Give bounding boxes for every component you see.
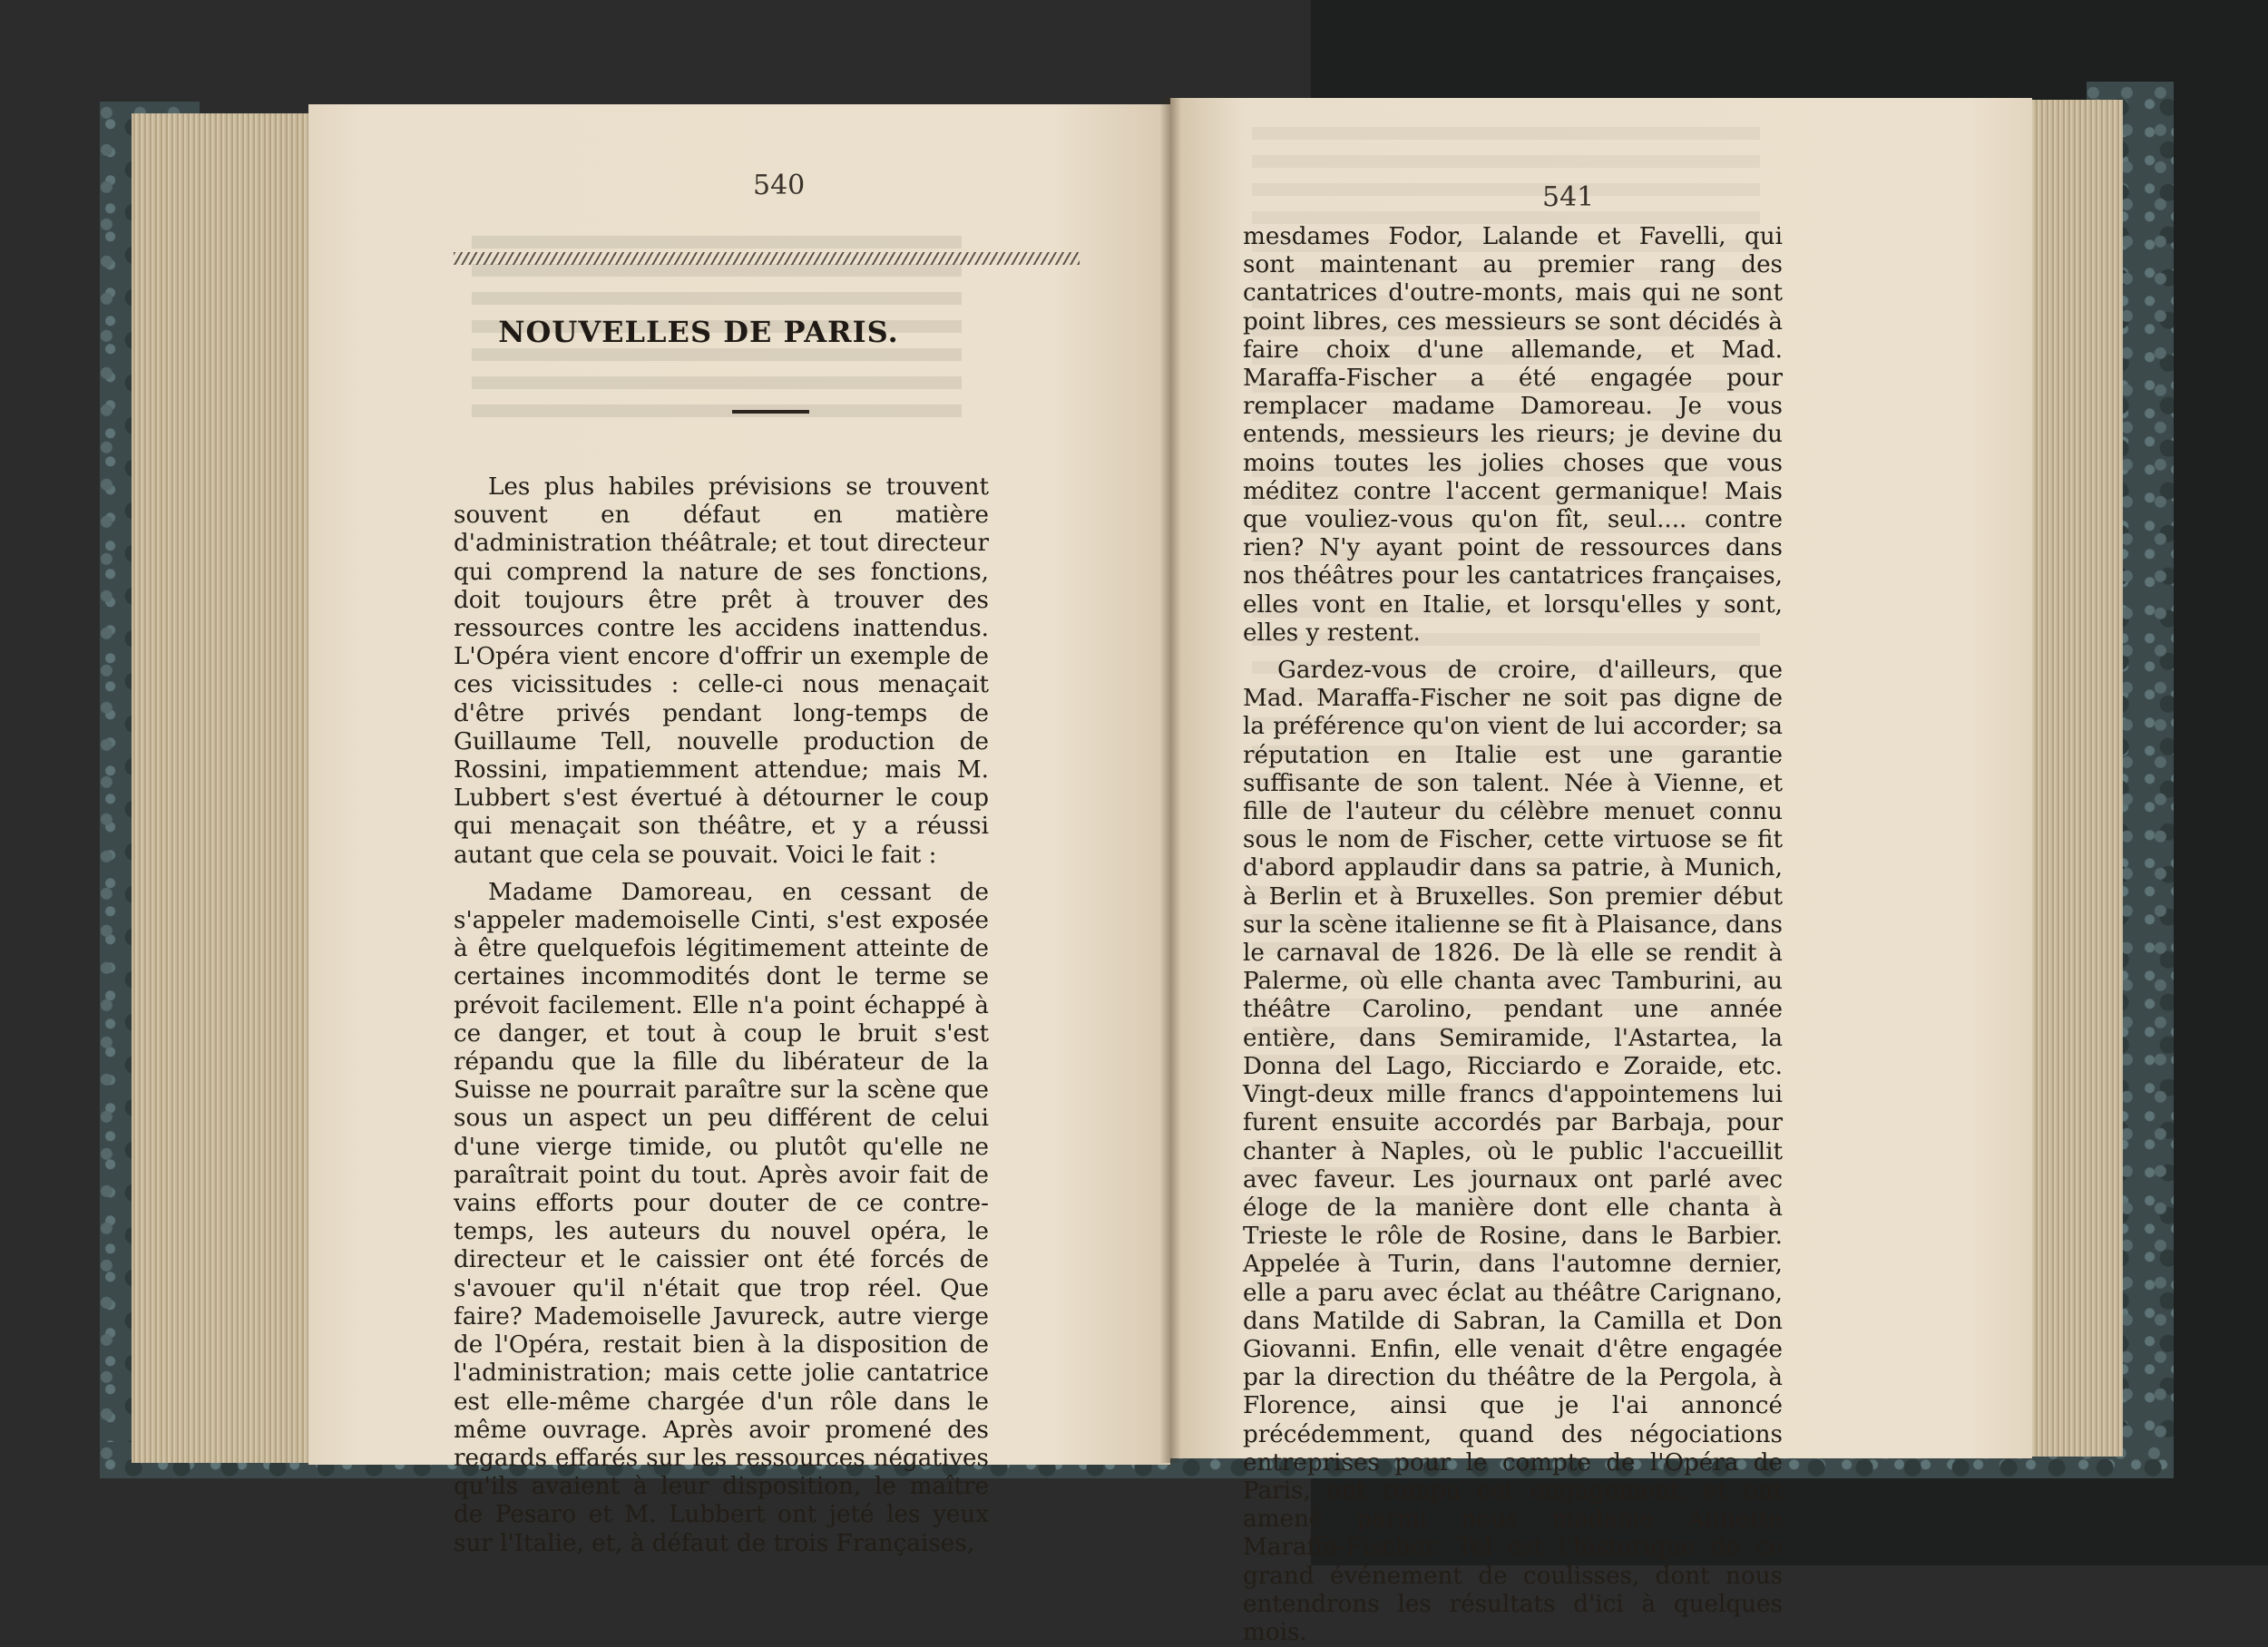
paragraph: mesdames Fodor, Lalande et Favelli, qui sont maintenant au premier rang des cantatrices d'outre-monts, mais qui ne sont point libres, ces messieurs se sont décidés à faire choix d'une allemande, et Mad. Maraffa-Fischer a été engagée pour remplacer madame Damoreau. Je vous entends, messieurs les rieurs; je devine du moins toutes les jolies choses que vous méditez contre l'accent germanique! Mais que vouliez-vous qu'on fît, seul.... contre rien? N'y ayant point de ressources dans nos théâtres pour les cantatrices françaises, elles vont en Italie, et lorsqu'elles y sont, elles y restent. — [1243, 223, 1783, 647]
right-column-text — [1243, 223, 1783, 1647]
page-title: NOUVELLES DE PARIS. — [498, 315, 899, 349]
book-gutter — [1159, 98, 1181, 1463]
page-number-left: 540 — [753, 170, 806, 201]
paragraph: Madame Damoreau, en cessant de s'appeler mademoiselle Cinti, s'est exposée à être quelquefois légitimement atteinte de certaines incommodités dont le terme se prévoit facilement. Elle n'a point échappé à ce danger, et tout à coup le bruit s'est répandu que la fille du libérateur de la Suisse ne pourrait paraître sur la scène que sous un aspect un peu différent de celui d'une vierge timide, ou plutôt qu'elle ne paraîtrait point du tout. Après avoir fait de vains efforts pour douter de ce contre-temps, les auteurs du nouvel opéra, le directeur et le caissier ont été forcés de s'avouer qu'il n'était que trop réel. Que faire? Mademoiselle Javureck, autre vierge de l'Opéra, restait bien à la disposition de l'administration; mais cette jolie cantatrice est elle-même chargée d'un rôle dans le même ouvrage. Après avoir promené des regards effarés sur les ressources négatives qu'ils avaient à leur disposition, le maître de Pesaro et M. Lubbert ont jeté les yeux sur l'Italie, et, à défaut de trois Françaises, — [454, 878, 989, 1557]
paragraph: Gardez-vous de croire, d'ailleurs, que Mad. Maraffa-Fischer ne soit pas digne de la préférence qu'on vient de lui accorder; sa réputation en Italie est une garantie suffisante de son talent. Née à Vienne, et fille de l'auteur du célèbre menuet connu sous le nom de Fischer, cette virtuose se fit d'abord applaudir dans sa patrie, à Munich, à Berlin et à Bruxelles. Son premier début sur la scène italienne se fit à Plaisance, dans le carnaval de 1826. De là elle se rendit à Palerme, où elle chanta avec Tamburini, au théâtre Carolino, pendant une année entière, dans Semiramide, l'Astartea, la Donna del Lago, Ricciardo e Zoraide, etc. Vingt-deux mille francs d'appointemens lui furent ensuite accordés par Barbaja, pour chanter à Naples, où le public l'accueillit avec faveur. Les journaux ont parlé avec éloge de la manière dont elle chanta à Trieste le rôle de Rosine, dans le Barbier. Appelée à Turin, dans l'automne dernier, elle a paru avec éclat au théâtre Carignano, dans Matilde di Sabran, la Camilla et Don Giovanni. Enfin, elle venait d'être engagée par la direction du théâtre de la Pergola, à Florence, ainsi que je l'ai annoncé précédemment, quand des négociations entreprises pour le compte de l'Opéra de Paris, ont rompu cet engagement, et ont amené parmi nous madame Annette Maraffa-Fischer. Tel est l'historique de ce grand événement de coulisses, dont nous entendrons les résultats d'ici à quelques mois. — [1243, 657, 1783, 1646]
page-number-right: 541 — [1542, 181, 1595, 213]
left-page — [308, 104, 1170, 1557]
page-edges-left — [132, 113, 313, 1463]
left-column-text — [454, 473, 989, 1558]
paragraph: Les plus habiles prévisions se trouvent souvent en défaut en matière d'administration théâtrale; et tout directeur qui comprend la nature de ses fonctions, doit toujours être prêt à trouver des ressources contre les accidens inattendus. L'Opéra vient encore d'offrir un exemple de ces vicissitudes : celle-ci nous menaçait d'être privés pendant long-temps de Guillaume Tell, nouvelle production de Rossini, impatiemment attendue; mais M. Lubbert s'est évertué à détourner le coup qui menaçait son théâtre, et y a réussi autant que cela se pouvait. Voici le fait : — [454, 473, 989, 869]
title-rule — [732, 410, 809, 414]
page-edges-right — [2023, 100, 2123, 1457]
header-ornament-rule — [454, 252, 1080, 265]
